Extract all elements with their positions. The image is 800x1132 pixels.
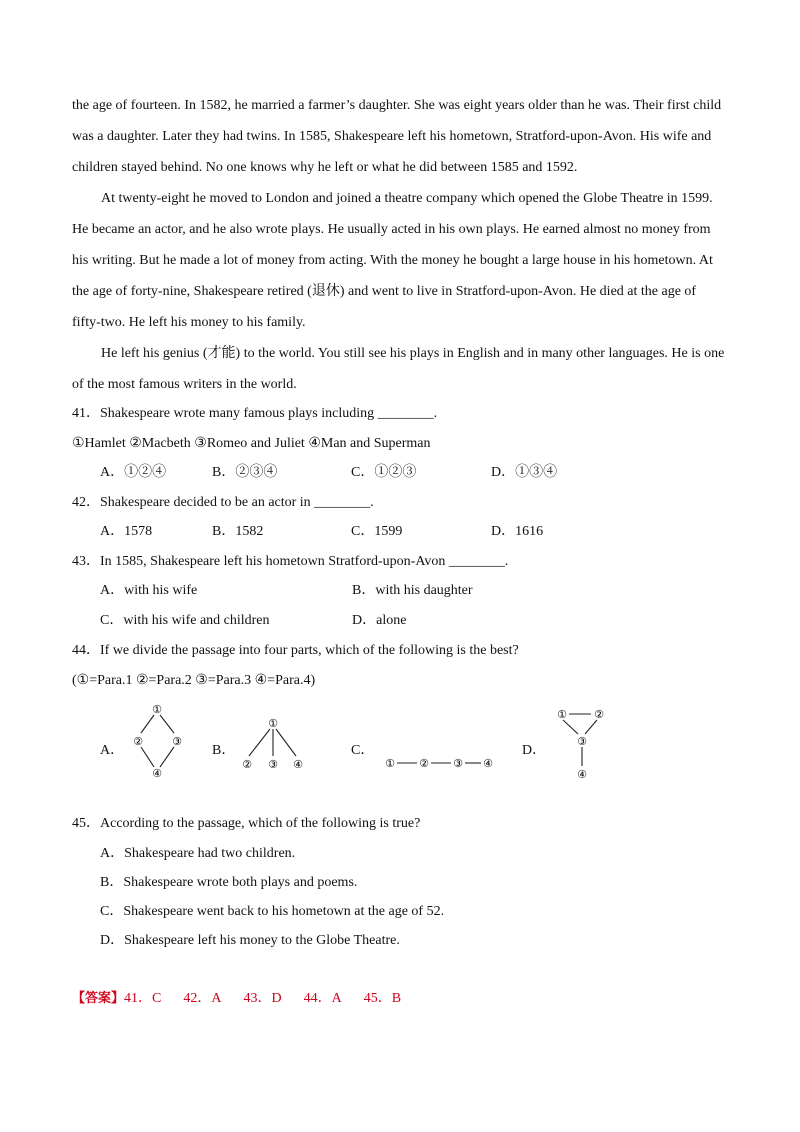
option-b[interactable]: B．②③④ xyxy=(212,465,278,480)
question-stem: 43．In 1585, Shakespeare left his hometown Stratford-upon-Avon ________. xyxy=(72,554,509,569)
option-d[interactable]: D．1616 xyxy=(491,524,544,539)
option-d[interactable]: D．alone xyxy=(352,613,407,628)
option-d[interactable]: D． xyxy=(522,743,547,758)
option-b[interactable]: B．with his daughter xyxy=(352,583,473,598)
answer-43: 43．D xyxy=(243,991,282,1006)
option-d[interactable]: D．Shakespeare left his money to the Globe Theatre. xyxy=(100,933,400,948)
option-c[interactable]: C．1599 xyxy=(351,524,403,539)
passage-line: He left his genius (才能) to the world. You still see his plays in English and in many other languages. He is one xyxy=(101,346,725,361)
node-1: ① xyxy=(385,757,395,770)
node-1: ① xyxy=(557,708,567,721)
diagram-c xyxy=(381,752,501,772)
answer-41: 41．C xyxy=(124,991,162,1006)
node-2: ② xyxy=(242,758,252,771)
node-4: ④ xyxy=(152,767,162,780)
answer-44: 44．A xyxy=(303,991,342,1006)
node-3: ③ xyxy=(453,757,463,770)
node-2: ② xyxy=(133,735,143,748)
passage-line: fifty-two. He left his money to his family. xyxy=(72,315,306,330)
passage-line: children stayed behind. No one knows why he left or what he did between 1585 and 1592. xyxy=(72,160,578,175)
passage-line: He became an actor, and he also wrote plays. He usually acted in his own plays. He earned almost no money from xyxy=(72,222,711,237)
question-legend: (①=Para.1 ②=Para.2 ③=Para.3 ④=Para.4) xyxy=(72,673,316,688)
question-stem: 45．According to the passage, which of the following is true? xyxy=(72,816,421,831)
question-items: ①Hamlet ②Macbeth ③Romeo and Juliet ④Man and Superman xyxy=(72,436,431,451)
option-c[interactable]: C．①②③ xyxy=(351,465,417,480)
passage-line: the age of fourteen. In 1582, he married a farmer’s daughter. She was eight years older than he was. Their first child xyxy=(72,98,722,113)
option-c[interactable]: C．with his wife and children xyxy=(100,613,270,628)
option-a[interactable]: A．Shakespeare had two children. xyxy=(100,846,296,861)
node-4: ④ xyxy=(293,758,303,771)
option-b[interactable]: B．Shakespeare wrote both plays and poems. xyxy=(100,875,358,890)
answer-42: 42．A xyxy=(183,991,222,1006)
option-a[interactable]: A．with his wife xyxy=(100,583,198,598)
option-c[interactable]: C．Shakespeare went back to his hometown at the age of 52. xyxy=(100,904,445,919)
option-a[interactable]: A．①②④ xyxy=(100,465,167,480)
option-d[interactable]: D．①③④ xyxy=(491,465,558,480)
passage-line: was a daughter. Later they had twins. In 1585, Shakespeare left his hometown, Stratford-upon-Avon. His wife and xyxy=(72,129,712,144)
question-stem: 41．Shakespeare wrote many famous plays including ________. xyxy=(72,406,438,421)
passage-line: of the most famous writers in the world. xyxy=(72,377,297,392)
option-c[interactable]: C． xyxy=(351,743,375,758)
answer-key xyxy=(72,990,423,1008)
node-3: ③ xyxy=(577,735,587,748)
answer-45: 45．B xyxy=(363,991,402,1006)
diagram-d xyxy=(551,703,621,785)
question-stem: 42．Shakespeare decided to be an actor in ________. xyxy=(72,495,374,510)
passage-line: the age of forty-nine, Shakespeare retired (退休) and went to live in Stratford-upon-Avon. He died at the age of xyxy=(72,284,697,299)
option-b[interactable]: B． xyxy=(212,743,236,758)
node-1: ① xyxy=(268,717,278,730)
option-b[interactable]: B．1582 xyxy=(212,524,264,539)
node-2: ② xyxy=(594,708,604,721)
node-1: ① xyxy=(152,703,162,716)
node-2: ② xyxy=(419,757,429,770)
node-4: ④ xyxy=(577,768,587,781)
option-a[interactable]: A．1578 xyxy=(100,524,153,539)
passage-line: his writing. But he made a lot of money from acting. With the money he bought a large house in his hometown. At xyxy=(72,253,713,268)
node-3: ③ xyxy=(268,758,278,771)
passage-line: At twenty-eight he moved to London and joined a theatre company which opened the Globe Theatre in 1599. xyxy=(101,191,713,206)
diagram-a xyxy=(125,698,195,810)
option-a[interactable]: A． xyxy=(100,743,125,758)
question-stem: 44．If we divide the passage into four parts, which of the following is the best? xyxy=(72,643,519,658)
node-3: ③ xyxy=(172,735,182,748)
node-4: ④ xyxy=(483,757,493,770)
answer-tag: 【答案】 xyxy=(72,991,125,1006)
diagram-b xyxy=(235,714,315,774)
